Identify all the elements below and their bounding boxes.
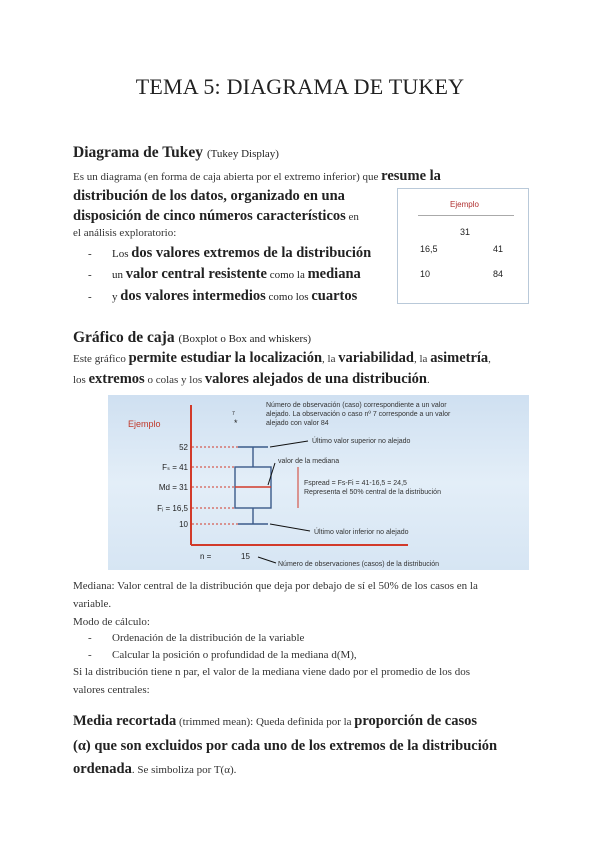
lower-fourth-value: 16,5 [420, 244, 438, 254]
text: en [348, 211, 359, 223]
annotation-upper: Último valor superior no alejado [312, 438, 411, 445]
tukey-line-4: el análisis exploratorio: [73, 227, 177, 239]
bold-text: variabilidad [338, 350, 414, 366]
media-line-2: (α) que son excluidos por cada uno de los extremos de la distribución [73, 738, 498, 754]
bold-text: mediana [307, 266, 361, 282]
annotation-fspread-1: Fspread = Fs-Fi = 41-16,5 = 24,5 [304, 480, 407, 487]
text: Calcular la posición o profundidad de la mediana d(M), [112, 649, 357, 661]
outlier-star-icon: * [234, 418, 238, 428]
text: Este gráfico [73, 353, 126, 365]
text: o colas y los [147, 374, 203, 386]
section-heading-tukey [73, 144, 279, 162]
arrow-n [258, 557, 276, 563]
heading-text: Diagrama de Tukey [73, 144, 204, 161]
arrow-lower [270, 524, 310, 531]
text: Ordenación de la distribución de la variable [112, 632, 305, 644]
divider [418, 215, 514, 216]
text: (trimmed mean): Queda definida por la [178, 716, 352, 728]
boxplot-line-2 [73, 371, 430, 388]
boxplot-example-figure [108, 395, 529, 570]
annotation-outlier-1: Número de observación (caso) correspondiente a un valor [266, 402, 447, 409]
bold-text: asimetría [430, 350, 489, 366]
tukey-line-3 [73, 208, 359, 225]
bold-text: valor central resistente [125, 266, 267, 282]
n-label: n = [200, 552, 212, 561]
text: como la [269, 269, 305, 281]
page-title: TEMA 5: DIAGRAMA DE TUKEY [135, 74, 465, 99]
mediana-line-1: Mediana: Valor central de la distribución que deja por debajo de sí el 50% de los casos en la [73, 580, 478, 592]
bold-text: disposición de cinco números característicos [73, 208, 346, 224]
figure-label: Ejemplo [128, 419, 161, 429]
upper-fourth-value: 41 [493, 244, 504, 254]
media-line-1 [73, 713, 528, 730]
bold-text: dos valores intermedios [120, 288, 266, 304]
y-label-fs: Fₛ = 41 [162, 463, 188, 472]
mediana-line-3: Modo de cálculo: [73, 616, 150, 628]
n-value: 15 [241, 552, 250, 561]
bold-text: extremos [88, 371, 145, 387]
text: Es un diagrama (en forma de caja abierta por el extremo inferior) que [73, 171, 379, 183]
annotation-outlier-3: alejado con valor 84 [266, 420, 329, 427]
bold-text: proporción de casos [354, 713, 478, 729]
annotation-fspread-2: Representa el 50% central de la distribución [304, 489, 441, 496]
text: , [488, 353, 491, 365]
y-label-10: 10 [179, 520, 188, 529]
text: y [112, 291, 118, 303]
outlier-case-number: 7 [232, 411, 235, 417]
mediana-line-2: variable. [73, 598, 112, 610]
tukey-line-2: distribución de los datos, organizado en una [73, 188, 345, 204]
bold-text: Media recortada [73, 713, 177, 729]
bold-text: ordenada [73, 761, 132, 777]
bold-text: cuartos [311, 288, 358, 304]
mediana-line-5: valores centrales: [73, 684, 150, 696]
min-value: 10 [420, 269, 431, 279]
y-label-fi: Fᵢ = 16,5 [157, 504, 188, 513]
tukey-example-box [397, 188, 529, 304]
y-label-md: Md = 31 [158, 483, 188, 492]
bullet-item: - y dos valores intermedios como los cuartos [88, 288, 358, 304]
text: , la [413, 353, 428, 365]
text: , la [322, 353, 336, 365]
text: los [73, 374, 86, 386]
annotation-outlier-2: alejado. La observación o caso nº 7 corresponde a un valor [266, 411, 451, 418]
heading-paren: (Boxplot o Box and whiskers) [178, 333, 312, 345]
bullet-item: - un valor central resistente como la mediana [88, 266, 361, 282]
y-label-52: 52 [179, 443, 188, 452]
text: . Se simboliza por T(α). [131, 764, 237, 776]
annotation-n: Número de observaciones (casos) de la distribución [278, 561, 440, 568]
media-line-3 [73, 761, 236, 778]
mediana-line-4: Si la distribución tiene n par, el valor de la mediana viene dado por el promedio de los dos [73, 666, 470, 678]
list-item: - Ordenación de la distribución de la variable [88, 632, 305, 644]
heading-text: Gráfico de caja [73, 329, 175, 346]
annotation-lower: Último valor inferior no alejado [314, 529, 409, 536]
heading-paren: (Tukey Display) [206, 148, 279, 160]
arrow-upper [270, 441, 308, 447]
max-value: 84 [493, 269, 504, 279]
example-label: Ejemplo [450, 200, 479, 209]
text: Los [112, 248, 129, 260]
text: como los [268, 291, 309, 303]
list-item: - Calcular la posición o profundidad de la mediana d(M), [88, 649, 357, 661]
section-heading-boxplot [73, 329, 311, 347]
tukey-line-1 [73, 168, 470, 185]
boxplot-line-1 [73, 350, 491, 367]
text: . [427, 374, 430, 386]
annotation-median: valor de la mediana [278, 458, 340, 465]
text: un [112, 269, 123, 281]
bold-text: permite estudiar la localización [128, 350, 323, 366]
median-value: 31 [460, 227, 471, 237]
bold-text: valores alejados de una distribución [204, 371, 428, 387]
bullet-item: - Los dos valores extremos de la distribución [88, 245, 372, 261]
bold-text: dos valores extremos de la distribución [131, 245, 372, 261]
bold-text: resume la [381, 168, 441, 184]
